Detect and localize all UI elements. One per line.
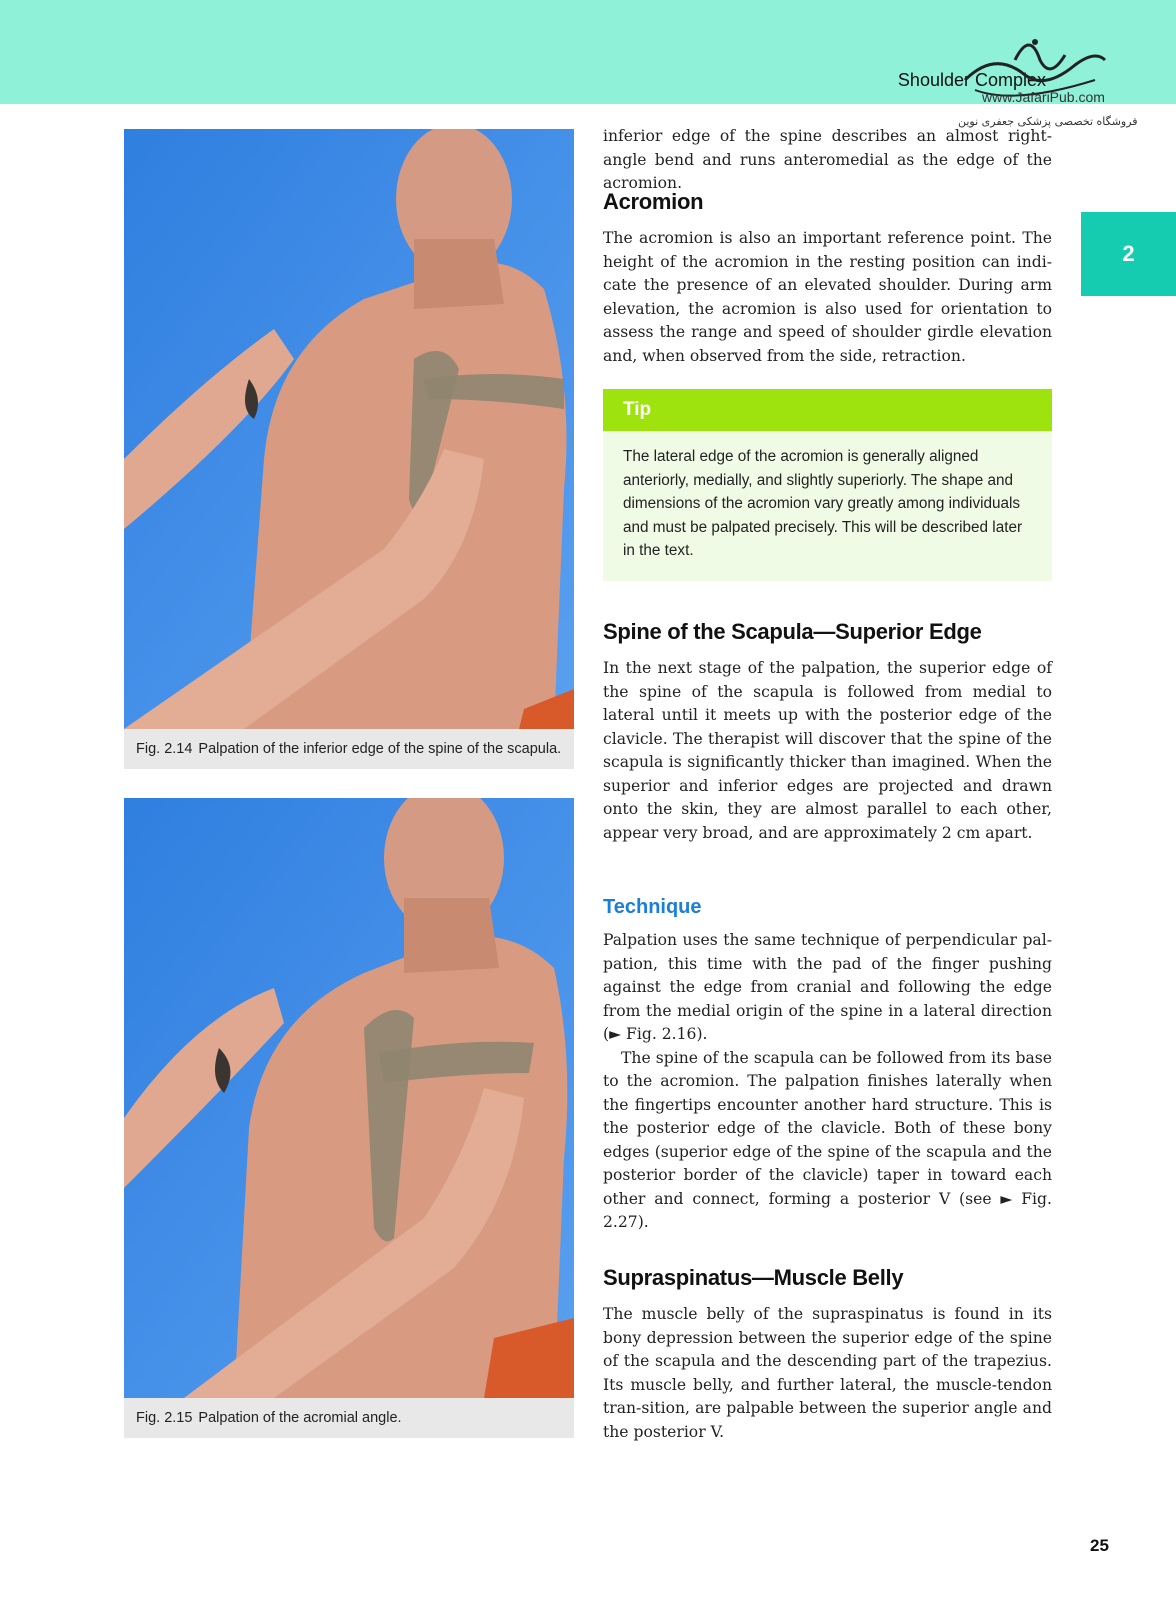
- figure-2-15: [124, 798, 574, 1438]
- intro-paragraph: inferior edge of the spine describes an almost right-angle bend and runs anteromedial as the edge of the acromion.: [603, 127, 1052, 192]
- intro-block: [603, 125, 1052, 196]
- acromion-heading: Acromion: [603, 189, 704, 214]
- technique-heading: Technique: [603, 896, 702, 918]
- acromion-paragraph: The acromion is also an important reference point. The height of the acromion in the resting position can indi-cate the presence of an elevated shoulder. During arm elevation, the acromion is also used for orientation to assess the range and speed of shoulder girdle elevation and, when observed from the side, retraction.: [603, 229, 1052, 365]
- supraspinatus-section: [603, 1265, 1052, 1444]
- watermark-persian: فروشگاه تخصصی پزشکی جعفری نوین: [958, 115, 1138, 128]
- figure-2-15-photo: [124, 798, 574, 1398]
- figure-2-14-photo: [124, 129, 574, 729]
- figure-2-15-caption: [124, 1398, 574, 1438]
- figure-2-15-caption-text: Palpation of the acromial angle.: [198, 1410, 402, 1426]
- spine-section: [603, 619, 1052, 845]
- page-number: 25: [1090, 1536, 1109, 1555]
- technique-section: [603, 896, 1052, 1235]
- running-title: Shoulder Complex: [897, 70, 1046, 90]
- technique-paragraph-1: Palpation uses the same technique of perpendicular pal-pation, this time with the pad of the finger pushing against the edge from cranial and following the edge from the medial origin of the spine in a lateral direction (► Fig. 2.16).: [603, 931, 1052, 1043]
- tip-label: Tip: [603, 389, 1052, 431]
- technique-paragraph-2: The spine of the scapula can be followed from its base to the acromion. The palpation finishes laterally when the fingertips encounter another hard structure. This is the posterior edge of the clavicle. Both of these bony edges (superior edge of the spine of the scapula and the posterior border of the clavicle) taper in toward each other and connect, forming a posterior V (see ► Fig. 2.27).: [603, 1048, 1052, 1231]
- figure-2-14-number: Fig. 2.14: [136, 741, 193, 757]
- spine-paragraph: In the next stage of the palpation, the superior edge of the spine of the scapula is followed from medial to lateral until it meets up with the posterior edge of the clavicle. The therapist will discover that the spine of the scapula is significantly thicker than imagined. When the superior and inferior edges are projected and drawn onto the skin, they are almost parallel to each other, appear very broad, and are approximately 2 cm apart.: [603, 659, 1052, 842]
- figure-2-15-number: Fig. 2.15: [136, 1410, 193, 1426]
- chapter-tab: 2: [1081, 212, 1176, 296]
- spine-heading: Spine of the Scapula—Superior Edge: [603, 619, 982, 644]
- publisher-logo-watermark: [955, 20, 1115, 130]
- acromion-section: [603, 189, 1052, 368]
- figure-2-14-caption-text: Palpation of the inferior edge of the spine of the scapula.: [198, 741, 562, 757]
- figure-2-14: [124, 129, 574, 769]
- tip-text: The lateral edge of the acromion is generally aligned anteriorly, medially, and slightly superiorly. The shape and dimensions of the acromion vary greatly among individuals and must be palpated precisely. This will be described later in the text.: [623, 448, 1023, 559]
- figure-2-14-caption: [124, 729, 574, 769]
- supraspinatus-paragraph: The muscle belly of the supraspinatus is found in its bony depression between the superior edge of the spine of the scapula and the descending part of the trapezius. Its muscle belly, and further lateral, the muscle-tendon tran-sition, are palpable between the superior angle and the posterior V.: [603, 1305, 1052, 1441]
- supraspinatus-heading: Supraspinatus—Muscle Belly: [603, 1265, 904, 1290]
- watermark-url: www.JafariPub.com: [982, 89, 1105, 105]
- tip-box: [603, 389, 1052, 581]
